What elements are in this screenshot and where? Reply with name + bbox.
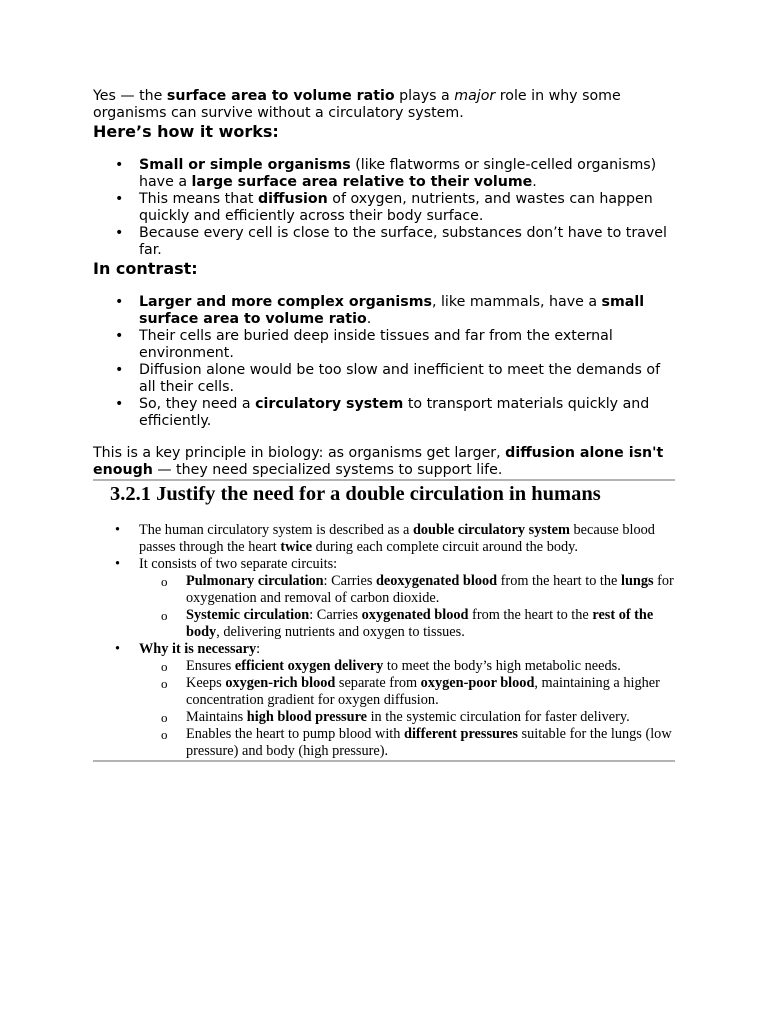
item-text: to transport materials quickly and efficiently.: [139, 396, 650, 429]
item-text: , like mammals, have a: [431, 294, 602, 310]
item-text: It consists of two separate circuits:: [139, 556, 338, 572]
item-text: Diffusion alone would be too slow and inefficient to meet the demands of all their cells.: [139, 362, 661, 395]
intro-text: role in why some organisms can survive without a circulatory system.: [93, 88, 621, 121]
item-text: .: [532, 174, 537, 190]
list-item: [93, 522, 675, 556]
closing-paragraph: [93, 445, 675, 479]
section-list: [93, 522, 675, 760]
list-item: [93, 362, 675, 396]
item-text: (like flatworms or single-celled organisms) have a: [139, 157, 657, 190]
sublist-item: [139, 675, 675, 709]
closing-text: This is a key principle in biology: as organisms get larger,: [93, 445, 506, 461]
item-text: , delivering nutrients and oxygen to tissues.: [216, 624, 465, 640]
item-text: :: [256, 641, 261, 657]
item-text: This means that: [139, 191, 258, 207]
intro-paragraph: [93, 88, 675, 122]
contrast-list: [93, 294, 675, 430]
contrast-heading: In contrast:: [93, 259, 198, 278]
item-text: during each complete circuit around the body.: [312, 539, 578, 555]
section-heading: 3.2.1 Justify the need for a double circulation in humans: [110, 483, 601, 505]
circuits-sublist: [139, 573, 675, 641]
item-text: Keeps: [186, 675, 226, 691]
bold-text: Why it is necessary: [139, 641, 257, 657]
sublist-item: [139, 607, 675, 641]
item-text: of oxygen, nutrients, and wastes can happen quickly and efficiently across their body surface.: [139, 191, 653, 224]
item-text: , maintaining a higher concentration gradient for oxygen diffusion.: [186, 675, 660, 708]
bold-text: lungs: [620, 573, 654, 589]
list-item: [93, 157, 675, 191]
how-heading: Here’s how it works:: [93, 122, 279, 141]
bold-text: rest of the body: [186, 607, 654, 640]
bold-text: large surface area relative to their volume: [191, 174, 533, 190]
list-item: [93, 396, 675, 430]
bold-text: diffusion: [257, 191, 328, 207]
bold-text: high blood pressure: [246, 709, 368, 725]
reasons-sublist: [139, 658, 675, 760]
sublist-item: [139, 573, 675, 607]
bold-text: twice: [280, 539, 313, 555]
list-item: [93, 225, 675, 259]
item-text: because blood passes through the heart: [139, 522, 655, 555]
item-text: : Carries: [309, 607, 362, 623]
item-text: .: [366, 311, 372, 327]
bold-text: deoxygenated blood: [375, 573, 498, 589]
item-text: Maintains: [186, 709, 247, 725]
sublist-item: [139, 658, 675, 675]
divider: [93, 760, 675, 762]
bold-text: Small or simple organisms: [139, 157, 351, 173]
item-text: Ensures: [186, 658, 235, 674]
sublist-item: [139, 726, 675, 760]
item-text: separate from: [335, 675, 421, 691]
intro-italic: major: [454, 88, 496, 104]
bold-text: Systemic circulation: [186, 607, 310, 623]
bold-text: double circulatory system: [412, 522, 570, 538]
item-text: from the heart to the: [497, 573, 621, 589]
item-text: in the systemic circulation for faster delivery.: [367, 709, 630, 725]
list-item: [93, 556, 675, 641]
item-text: from the heart to the: [468, 607, 593, 623]
item-text: suitable for the lungs (low pressure) and body (high pressure).: [186, 726, 672, 759]
item-text: to meet the body’s high metabolic needs.: [383, 658, 621, 674]
bold-text: Pulmonary circulation: [186, 573, 324, 589]
bold-text: oxygen-rich blood: [225, 675, 336, 691]
item-text: Enables the heart to pump blood with: [186, 726, 404, 742]
bold-text: circulatory system: [255, 396, 404, 412]
bold-text: different pressures: [404, 726, 518, 742]
document-page: [93, 86, 675, 762]
list-item: [93, 641, 675, 760]
item-text: Their cells are buried deep inside tissues and far from the external environment.: [139, 328, 613, 361]
intro-text: plays a: [394, 88, 455, 104]
closing-text: — they need specialized systems to support life.: [152, 462, 503, 478]
list-item: [93, 294, 675, 328]
how-list: [93, 157, 675, 259]
item-text: The human circulatory system is described as a: [139, 522, 413, 538]
item-text: : Carries: [323, 573, 376, 589]
bold-text: Larger and more complex organisms: [139, 294, 432, 310]
list-item: [93, 328, 675, 362]
item-text: for oxygenation and removal of carbon dioxide.: [186, 573, 674, 606]
bold-text: efficient oxygen delivery: [234, 658, 384, 674]
intro-bold: surface area to volume ratio: [166, 88, 395, 104]
intro-text: Yes — the: [93, 88, 167, 104]
bold-text: oxygen-poor blood: [420, 675, 535, 691]
item-text: So, they need a: [139, 396, 256, 412]
item-text: Because every cell is close to the surface, substances don’t have to travel far.: [139, 225, 667, 258]
bold-text: oxygenated blood: [361, 607, 469, 623]
list-item: [93, 191, 675, 225]
bold-text: diffusion alone isn't enough: [93, 445, 664, 478]
sublist-item: [139, 709, 675, 726]
bold-text: small surface area to volume ratio: [139, 294, 645, 327]
